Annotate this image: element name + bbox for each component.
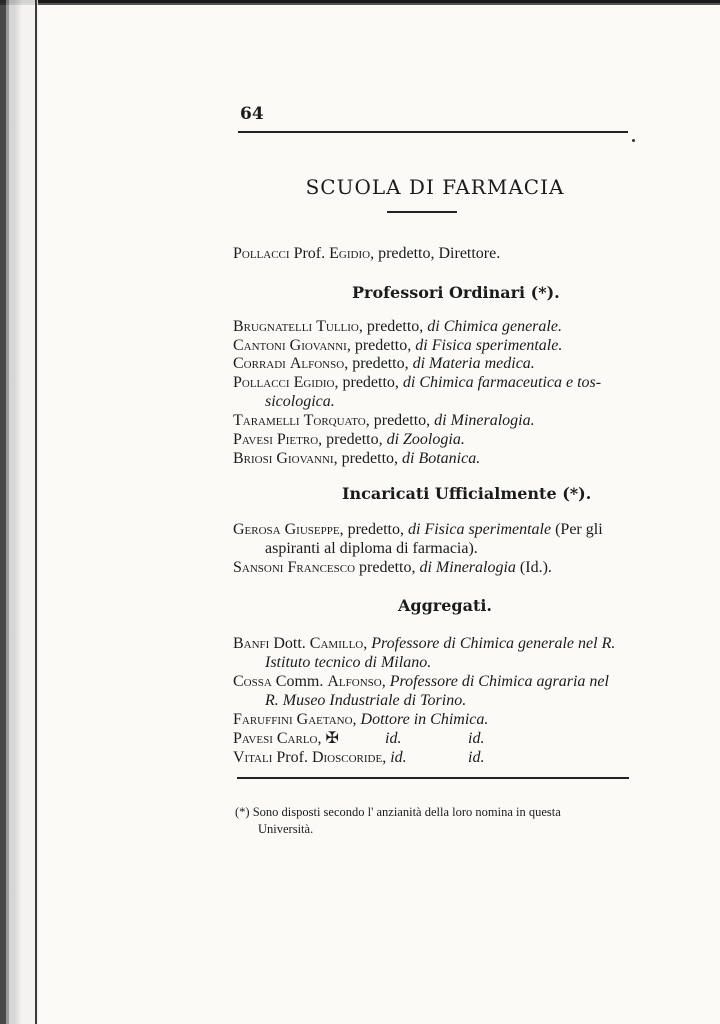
list-item-continuation: aspiranti al diploma di farmacia).: [265, 540, 478, 557]
footnote-line-2: Università.: [258, 822, 314, 836]
list-item: Briosi Giovanni, predetto, di Botanica.: [233, 450, 481, 467]
scan-gutter-line: [35, 0, 37, 1024]
list-item: Cantoni Giovanni, predetto, di Fisica sperimentale.: [233, 337, 563, 354]
header-rule: [238, 131, 628, 133]
page-number: 64: [240, 104, 264, 124]
list-item: Corradi Alfonso, predetto, di Materia medica.: [233, 355, 535, 372]
rule-dot: [632, 139, 635, 142]
list-item: Cossa Comm. Alfonso, Professore di Chimica agraria nel: [233, 673, 609, 690]
list-item: Banfi Dott. Camillo, Professore di Chimica generale nel R.: [233, 635, 616, 652]
title-underline: [387, 211, 457, 213]
list-item: Pollacci Egidio, predetto, di Chimica farmaceutica e tos-: [233, 374, 602, 391]
heading-professori-ordinari: Professori Ordinari (*).: [352, 283, 560, 302]
ditto-mark: id.: [385, 730, 402, 747]
ditto-mark: id.: [468, 749, 485, 766]
list-item-continuation: R. Museo Industriale di Torino.: [265, 692, 467, 709]
list-item: Taramelli Torquato, predetto, di Mineralogia.: [233, 412, 535, 429]
director-line: Pollacci Prof. Egidio, predetto, Direttore.: [233, 245, 501, 262]
list-item: Vitali Prof. Dioscoride, id.: [233, 749, 407, 766]
list-item: Pavesi Pietro, predetto, di Zoologia.: [233, 431, 465, 448]
list-item-continuation: sicologica.: [265, 393, 335, 410]
footnote-line-1: (*) Sono disposti secondo l' anzianità della loro nomina in questa: [235, 805, 561, 819]
heading-incaricati: Incaricati Ufficialmente (*).: [342, 484, 592, 503]
footnote-rule: [237, 777, 629, 779]
scan-top-edge: [0, 0, 720, 9]
list-item: Gerosa Giuseppe, predetto, di Fisica sperimentale (Per gli: [233, 521, 603, 538]
list-item: Faruffini Gaetano, Dottore in Chimica.: [233, 711, 489, 728]
list-item: Brugnatelli Tullio, predetto, di Chimica generale.: [233, 318, 562, 335]
ditto-mark: id.: [468, 730, 485, 747]
heading-aggregati: Aggregati.: [398, 596, 492, 615]
list-item: Sansoni Francesco predetto, di Mineralogia (Id.).: [233, 559, 552, 576]
list-item-continuation: Istituto tecnico di Milano.: [265, 654, 432, 671]
scan-left-edge: [0, 0, 38, 1024]
page-title: SCUOLA DI FARMACIA: [305, 175, 565, 199]
list-item: Pavesi Carlo, ✠: [233, 730, 339, 747]
